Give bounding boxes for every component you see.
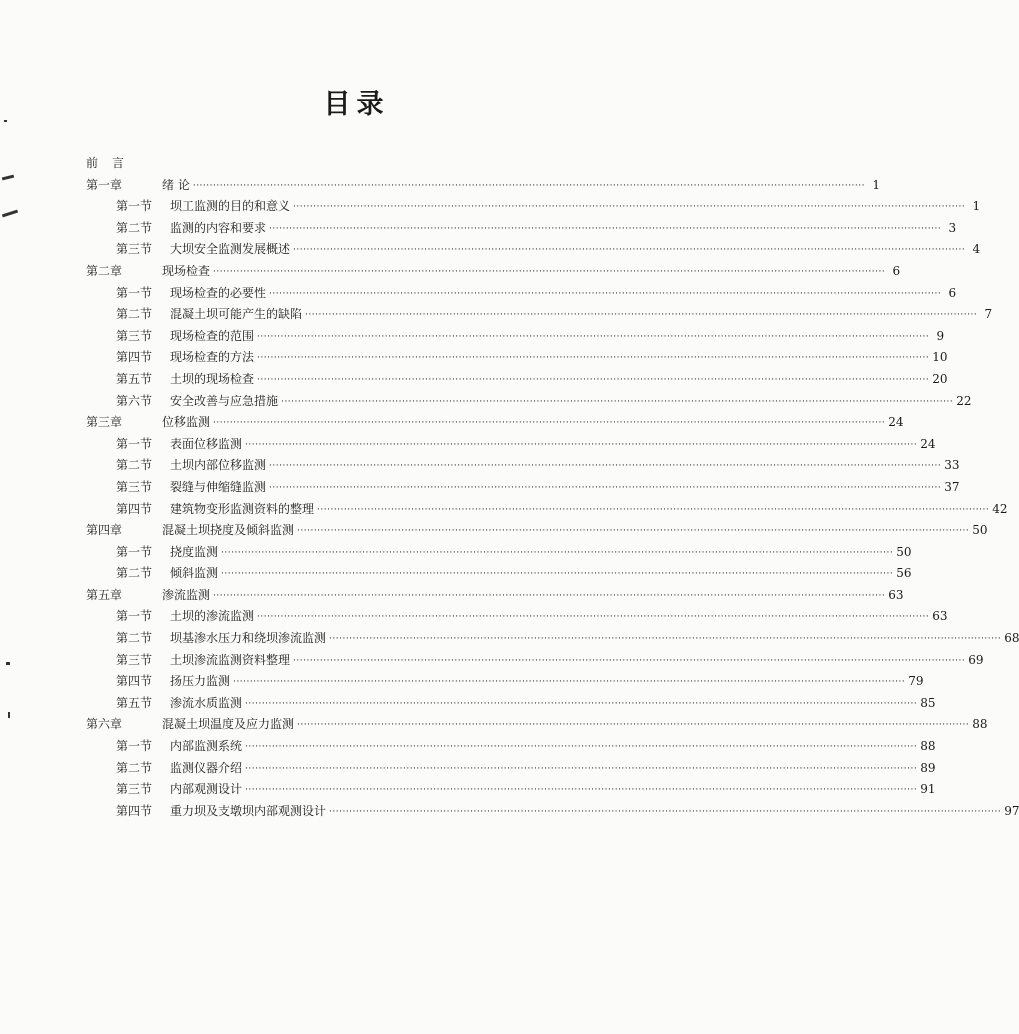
section-title: 土坝内部位移监测 [170,458,267,473]
toc-section[interactable] [86,537,912,559]
section-label [116,458,266,472]
section-label [116,199,290,213]
leader-dots: ········································································································································································································ [257,612,930,623]
section-title: 土坝的现场检查 [170,371,255,386]
leader-dots: ········································································································································································································ [305,310,978,321]
leader-dots: ········································································································································································································ [269,482,942,493]
section-number: 第四节 [116,803,153,818]
leader-dots: ········································································································································································································ [293,202,966,213]
section-title: 内部监测系统 [170,739,243,754]
leader-dots: ········································································································································································································ [245,763,918,774]
section-number: 第二节 [116,566,153,581]
section-label [116,242,290,256]
chapter-title: 绪 论 [162,177,190,192]
leader-dots: ········································································································································································································ [269,223,942,234]
section-label [116,394,278,408]
page-number: 89 [920,760,936,775]
leader-dots: ········································································································································································································ [281,396,954,407]
toc-section[interactable] [86,602,948,624]
toc-section[interactable] [86,213,957,235]
leader-dots: ········································································································································································································ [245,742,918,753]
section-number: 第四节 [116,501,153,516]
toc-section[interactable] [86,775,936,797]
section-title: 建筑物变形监测资料的整理 [170,501,315,516]
toc-section[interactable] [86,667,924,689]
leader-dots: ········································································································································································································ [269,288,942,299]
page-number: 7 [984,307,993,322]
page-number: 33 [944,458,960,473]
section-number: 第三节 [116,242,153,257]
section-label [116,372,254,386]
section-number: 第一节 [116,544,153,559]
section-title: 现场检查的必要性 [170,285,267,300]
toc-section[interactable] [86,321,945,343]
section-number: 第四节 [116,350,153,365]
section-label [116,739,242,753]
toc-section[interactable] [86,235,981,257]
page-number: 42 [992,501,1008,516]
chapter-title: 位移监测 [162,415,211,430]
page-number: 6 [948,285,957,300]
section-title: 大坝安全监测发展概述 [170,242,291,257]
section-number: 第一节 [116,436,153,451]
toc-section[interactable] [86,559,912,581]
section-number: 第五节 [116,371,153,386]
scan-mark [4,120,7,122]
section-title: 坝工监测的目的和意义 [170,199,291,214]
section-title: 土坝的渗流监测 [170,609,255,624]
toc-section[interactable] [86,386,972,408]
chapter-label [86,523,294,537]
section-title: 监测的内容和要求 [170,220,267,235]
section-title: 内部观测设计 [170,782,243,797]
section-number: 第二节 [116,220,153,235]
section-title: 重力坝及支墩坝内部观测设计 [170,803,327,818]
toc-section[interactable] [86,494,1008,516]
toc-chapter[interactable] [86,170,880,192]
toc-section[interactable] [86,731,936,754]
leader-dots: ········································································································································································································ [213,590,886,601]
toc-section[interactable] [86,429,936,451]
page-number: 63 [932,609,948,624]
page-number: 1 [972,199,981,214]
scan-mark [2,175,14,181]
toc-preface[interactable] [86,148,649,170]
page-number: 1 [872,177,880,192]
section-label [116,221,266,235]
section-label [116,307,302,321]
section-number: 第二节 [116,458,153,473]
section-label [116,437,242,451]
chapter-title: 混凝土坝温度及应力监测 [162,717,295,732]
section-number: 第二节 [116,631,153,646]
section-title: 裂缝与伸缩缝监测 [170,479,267,494]
chapter-number: 第五章 [86,587,123,602]
toc-section[interactable] [86,472,960,494]
page-number: 20 [932,371,948,386]
page-number: 10 [932,350,948,365]
section-label [116,761,242,775]
section-title: 土坝渗流监测资料整理 [170,652,291,667]
page-number: 24 [920,436,936,451]
leader-dots: ········································································································································································································ [293,655,966,666]
toc-chapter[interactable] [86,516,988,538]
leader-dots: ········································································································································································································ [297,720,970,731]
leader-dots: ········································································································································································································ [221,569,894,580]
section-number: 第五节 [116,695,153,710]
section-title: 扬压力监测 [170,674,231,689]
section-label [116,329,254,343]
section-label [116,502,314,516]
section-number: 第一节 [116,199,153,214]
toc-chapter[interactable] [86,408,904,430]
section-label [116,609,254,623]
chapter-title: 渗流监测 [162,587,211,602]
toc-section[interactable] [86,623,1019,646]
section-number: 第三节 [116,328,153,343]
page-number: 3 [948,220,957,235]
section-title: 挠度监测 [170,544,219,559]
toc-section[interactable] [86,192,981,214]
page-number: 69 [968,652,984,667]
leader-dots: ········································································································································································································ [329,634,1002,645]
chapter-label [86,178,190,192]
section-number: 第一节 [116,609,153,624]
page-number: 88 [972,717,988,732]
toc-section[interactable] [86,364,948,386]
section-label [116,696,242,710]
section-number: 第六节 [116,393,153,408]
chapter-number: 第三章 [86,415,123,430]
section-title: 现场检查的范围 [170,328,255,343]
section-label [116,286,266,300]
page-number: 50 [972,523,988,538]
section-label [116,782,242,796]
section-number: 第一节 [116,285,153,300]
chapter-label [86,588,210,602]
leader-dots: ········································································································································································································ [192,180,865,191]
page-number: 22 [956,393,972,408]
leader-dots: ········································································································································································································ [297,526,970,537]
section-number: 第二节 [116,307,153,322]
section-number: 第三节 [116,479,153,494]
page-number: 85 [920,695,936,710]
leader-dots: ········································································································································································································ [293,245,966,256]
leader-dots: ········································································································································································································ [233,677,906,688]
section-label [116,653,290,667]
section-title: 倾斜监测 [170,566,219,581]
chapter-number: 第四章 [86,523,123,538]
page-number: 63 [888,587,904,602]
page-number: 88 [920,739,936,754]
page-number: 68 [1004,631,1019,646]
section-title: 坝基渗水压力和绕坝渗流监测 [170,631,327,646]
section-label [116,480,266,494]
page-number: 97 [1004,803,1019,818]
page-number: 4 [972,242,981,257]
leader-dots: ········································································································································································································ [257,331,930,342]
page-number: 24 [888,415,904,430]
toc-chapter[interactable] [86,580,904,602]
section-title: 表面位移监测 [170,436,243,451]
leader-dots: ········································································································································································································ [269,461,942,472]
preface-label: 前言 [86,156,139,170]
toc-section[interactable] [86,796,1019,818]
leader-dots: ········································································································································································································ [257,353,930,364]
leader-dots: ········································································································································································································ [245,785,918,796]
page-number: 79 [908,674,924,689]
leader-dots: ········································································································································································································ [329,806,1002,817]
section-title: 监测仪器介绍 [170,760,243,775]
toc-section[interactable] [86,645,984,667]
section-number: 第一节 [116,739,153,754]
chapter-number: 第二章 [86,263,123,278]
toc-chapter[interactable] [86,256,901,278]
section-title: 现场检查的方法 [170,350,255,365]
table-of-contents [86,148,1019,818]
section-title: 混凝土坝可能产生的缺陷 [170,307,303,322]
chapter-title: 混凝土坝挠度及倾斜监测 [162,523,295,538]
leader-dots: ········································································································································································································ [213,266,886,277]
scan-mark [2,210,18,218]
section-title: 安全改善与应急措施 [170,393,279,408]
section-number: 第二节 [116,760,153,775]
scan-mark [8,712,10,718]
page-number: 50 [896,544,912,559]
section-label [116,804,326,818]
page-number: 91 [920,782,936,797]
page-number: 9 [936,328,945,343]
chapter-number: 第六章 [86,717,123,732]
page-number: 56 [896,566,912,581]
section-label [116,631,326,645]
toc-chapter[interactable] [86,710,988,732]
toc-section[interactable] [86,753,936,775]
page-title: 目录 [323,89,390,120]
toc-section[interactable] [86,343,948,365]
toc-section[interactable] [86,300,993,322]
section-number: 第三节 [116,652,153,667]
leader-dots: ········································································································································································································ [245,698,918,709]
leader-dots: ········································································································································································································ [245,439,918,450]
toc-section[interactable] [86,451,960,473]
leader-dots: ········································································································································································································ [221,547,894,558]
leader-dots: ········································································································································································································ [317,504,990,515]
leader-dots: ········································································································································································································ [213,418,886,429]
chapter-title: 现场检查 [162,263,211,278]
section-label [116,566,218,580]
page-number: 6 [892,263,901,278]
leader-dots: ········································································································································································································ [257,374,930,385]
section-number: 第四节 [116,674,153,689]
section-label [116,545,218,559]
section-title: 渗流水质监测 [170,695,243,710]
section-number: 第三节 [116,782,153,797]
page-number: 37 [944,479,960,494]
scan-mark [6,662,10,665]
toc-section[interactable] [86,278,957,300]
section-label [116,350,254,364]
chapter-label [86,717,294,731]
chapter-label [86,264,210,278]
chapter-label [86,415,210,429]
toc-section[interactable] [86,688,936,710]
section-label [116,674,230,688]
chapter-number: 第一章 [86,177,123,192]
